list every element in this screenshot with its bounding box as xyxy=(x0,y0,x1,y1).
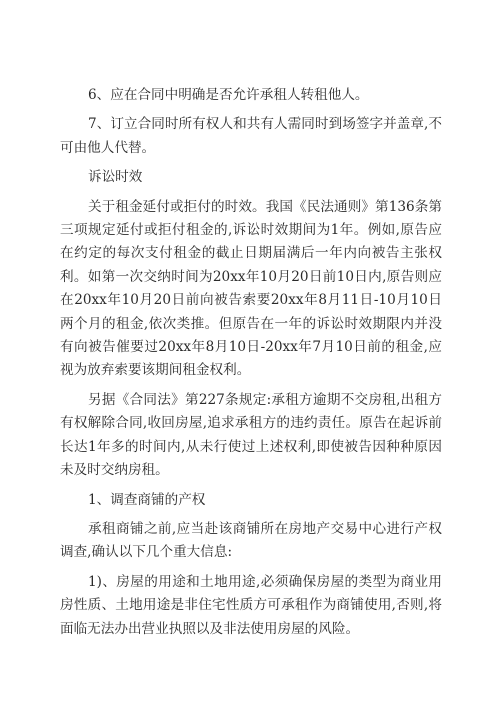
section-heading-limitation: 诉讼时效 xyxy=(88,169,143,186)
paragraph-property-investigation: 承租商铺之前,应当赴该商铺所在房地产交易中心进行产权调查,确认以下几个重大信息: xyxy=(60,520,442,561)
paragraph-rent-limitation: 关于租金延付或拒付的时效。我国《民法通则》第136条第三项规定延付或拒付租金的,诉讼时效期间为1年。例如,原告应在约定的每次支付租金的截止日期届满后一年内向被告主张权利。如第一次交纳时间为20xx年10月20日前10日内,原告则应在20xx年10月20日前向被告索要20xx年8月11日-10月10日两个月的租金,依次类推。但原告在一年的诉讼时效期限内并没有向被告催要过20xx年8月10日-20xx年7月10日前的租金,应视为放弃索要该期间租金权利。 xyxy=(60,198,442,379)
document-body xyxy=(60,84,442,641)
paragraph-property-usage: 1)、房屋的用途和土地用途,必须确保房屋的类型为商业用房性质、土地用途是非住宅性质方可承租作为商铺使用,否则,将面临无法办出营业执照以及非法使用房屋的风险。 xyxy=(60,573,442,637)
section-heading-property-rights: 1、调查商铺的产权 xyxy=(88,491,206,508)
paragraph-contract-law: 另据《合同法》第227条规定:承租方逾期不交房租,出租方有权解除合同,收回房屋,追求承租方的违约责任。原告在起诉前长达1年多的时间内,从未行使过上述权利,即使被告因种种原因未及时交纳房租。 xyxy=(60,391,442,479)
paragraph-sublet-clause: 6、应在合同中明确是否允许承租人转租他人。 xyxy=(88,87,369,103)
paragraph-signing-clause: 7、订立合同时所有权人和共有人需同时到场签字并盖章,不可由他人代替。 xyxy=(60,116,442,156)
